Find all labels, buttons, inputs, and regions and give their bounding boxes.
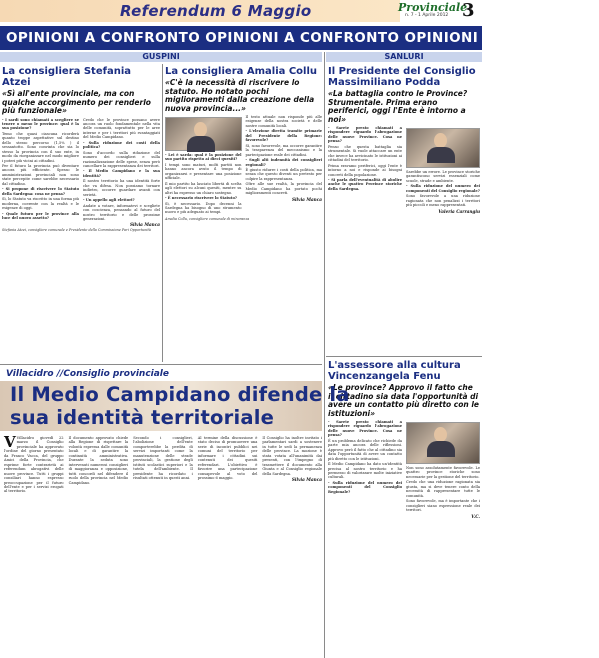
row-divider: [326, 356, 482, 357]
article-paragraph: - I sardi sono chiamati a scegliere se tenere o meno le province: qual è la sua posizione?: [2, 117, 79, 131]
article-subtitle: «La battaglia contro le Province? Strumentale. Prima erano periferici, oggi l'Ente è intorno a noi»: [328, 89, 468, 124]
article-paragraph: - Un appello agli elettori?: [83, 198, 135, 203]
article-column: [406, 126, 480, 214]
article-atzei: [2, 66, 160, 362]
article-paragraph: Non sono assolutamente favorevole. Le quattro province storiche sono necessarie per la gestione del territorio.: [406, 466, 480, 479]
article-paragraph: Il nostro territorio ha una identità forte che va difesa. Non possiamo tornare indietro, occorre guardare avanti con serietà.: [83, 179, 160, 197]
article-title: L'assessore alla cultura Vincenzangela Fenu: [328, 360, 461, 382]
article-title: Il Presidente del Consiglio Massimiliano Podda: [328, 66, 476, 88]
article-column: [328, 420, 402, 519]
issue-info: n. 7 - 1 Aprile 2012: [405, 13, 449, 18]
article-paragraph: I tempi sono maturi, molti partiti non hanno ancora avuto il tempo di organizzarsi e presentare una posizione ufficiale.: [165, 162, 242, 181]
article-title: La consigliera Stefania Atzei: [2, 66, 132, 88]
article-kicker: Villacidro //Consiglio provinciale: [6, 369, 169, 379]
article-paragraph: - Si parla dell'eventualità di abolire anche le quattro Province storiche della Sardegna.: [328, 177, 402, 191]
article-paragraph: - Si propone di riscrivere lo Statuto della Sardegna: cosa ne pensa?: [2, 187, 79, 196]
article-paragraph: - Sulla riduzione del numero dei componenti del Consiglio Regionale?: [328, 480, 402, 494]
article-paragraph: È un problema delicato che richiede da parte mia ancora delle riflessioni. Approvo però il fatto che al cittadino sia data l'opportunità di avere un contatto più diretto con le istituzioni.: [328, 438, 402, 461]
row-divider: [0, 364, 322, 365]
article-title: La consigliera Amalia Collu: [165, 66, 318, 77]
article-paragraph: Penso che questa battaglia sia strumentale. Si vuole attaccare un ente che invece ha avvicinato le istituzioni ai cittadini del territorio.: [328, 144, 402, 163]
article-paragraph: - Il Medio Campidano e la sua identità?: [83, 169, 160, 178]
article-paragraph: - Sarete presto chiamati a rispondere riguardo l'abrogazione delle nuove Province. Cosa ne pensa?: [328, 126, 402, 144]
article-subtitle: «C'è la necessità di riscrivere lo statuto. Ho notato pochi miglioramenti dalla creazione della nuova provincia...»: [165, 78, 315, 113]
article-paragraph: Per il futuro la provincia può diventare ancora più efficiente. Spesso le amministrazioni provinciali non sono state percepite come sarebbe necessario dal cittadino.: [2, 164, 79, 186]
column-divider: [324, 52, 325, 658]
headline-line-1: Il Medio Campidano difende la: [10, 383, 350, 406]
article-paragraph: Sono d'accordo sulla riduzione del numero dei consiglieri e sulla razionalizzazione delle spese, senza però cancellare la rappresentanza dei territori.: [83, 150, 160, 169]
article-paragraph: - L'elezione diretta tramite primarie del Presidente della Regione: favorevole?: [245, 129, 322, 143]
article-column: Il documento approvato chiede alla Regione di rispettare la volontà espressa dalle comunità locali e di garantire la continuità amministrativa. Durante la seduta sono intervenuti numerosi consiglieri di maggioranza e opposizione, tutti concordi nel difendere il ruolo della provincia nel Medio Campidano.: [68, 436, 129, 485]
page-number: 3: [462, 0, 475, 21]
article-paragraph: Il testo attuale non risponde più alle esigenze della nostra società e delle nostre comunità locali.: [245, 115, 322, 128]
article-fenu: [328, 360, 480, 656]
photo-caption: Stefania Atzei, consigliere comunale e Presidente della Commissione Pari Opportunità: [2, 228, 151, 233]
article-signature: Silvia Manca: [291, 477, 322, 483]
article-paragraph: Sì, sono favorevole, ma occorre garantire la trasparenza del meccanismo e la partecipazione reale dei cittadini.: [245, 143, 322, 157]
article-collu: [165, 66, 322, 362]
article-signature: Valeria Carrangiu: [438, 208, 480, 214]
article-paragraph: - Sulla riduzione del numero dei componenti del Consiglio regionale?: [406, 184, 480, 193]
page-header: [0, 0, 482, 24]
article-paragraph: - Lei è sarda: qual è la posizione del suo partito rispetto ai dieci quesiti?: [165, 153, 242, 162]
section-banner: [0, 26, 599, 50]
article-paragraph: Sono favorevole, ma è importante che i consiglieri siano espressione reale dei territori.: [406, 499, 480, 513]
header-title: Referendum 6 Maggio: [120, 2, 312, 20]
article-paragraph: Oltre alle sue realtà, la provincia del Medio Campidano ha portato pochi miglioramenti concreti.: [245, 182, 322, 196]
article-signature: V.C.: [471, 513, 480, 519]
portrait-photo: [165, 117, 242, 151]
column-divider: [162, 64, 163, 362]
article-paragraph: Credo che le province possano avere ancora un ruolo fondamentale nella vita delle comunità, soprattutto per le aree interne e per i territori più svantaggiati del Medio Campidano.: [83, 117, 160, 140]
photo-caption: Amalia Collu, consigliere comunale di minoranza: [165, 216, 250, 221]
article-column: [83, 118, 160, 228]
article-villacidro: [4, 433, 322, 656]
portrait-photo: [406, 128, 480, 168]
article-column: [2, 118, 79, 228]
article-column: [165, 115, 242, 216]
article-paragraph: - Quale futuro per le province alla luce del nuovo assetto?: [2, 211, 79, 221]
section-label-sanluri: SANLURI: [326, 52, 482, 62]
article-paragraph: Prima eravamo periferici, oggi l'ente è intorno a noi e risponde ai bisogni concreti della popolazione.: [328, 163, 402, 177]
article-paragraph: Il Medio Campidano ha dato un'identità precisa al nostro territorio e ha permesso di valorizzare molte iniziative culturali.: [328, 462, 402, 480]
article-paragraph: Sono favorevole a una riduzione ragionata che non penalizzi i territori più piccoli e meno rappresentati.: [406, 194, 480, 208]
article-column: Secondo i consiglieri, l'abolizione dell'ente comporterebbe la perdita di servizi importanti come la manutenzione delle strade provinciali, la gestione degli istituti scolastici superiori e la tutela dell'ambiente. Il presidente ha ricordato i risultati ottenuti in questi anni.: [133, 436, 193, 481]
article-subtitle: «Le province? Approvo il fatto che il cittadino sia data l'opportunità di avere un contatto più diretto con le istituzioni»: [328, 383, 479, 418]
article-signature: Silvia Manca: [129, 222, 160, 228]
article-paragraph: Sì, è necessario. Dopo decenni la Sardegna ha bisogno di uno strumento nuovo e più adeguato ai tempi.: [165, 201, 242, 215]
article-column: [328, 126, 402, 214]
article-paragraph: Il mio partito ha lasciato libertà di scelta agli elettori su alcuni quesiti, mentre su altri ha espresso un chiaro sostegno.: [165, 181, 242, 195]
article-paragraph: Andate a votare, informatevi e scegliete con coscienza, pensando al futuro del nostro territorio e delle prossime generazioni.: [83, 203, 160, 222]
article-headline-band: [0, 381, 350, 431]
article-signature: Silvia Manca: [291, 196, 322, 202]
portrait-photo: [406, 422, 480, 464]
article-column: Il Consiglio ha inoltre invitato i parlamentari sardi a sostenere in tutte le sedi la permanenza delle province. La mozione è stata votata all'unanimità dai presenti, con l'impegno di trasmettere il documento alla Giunta e al Consiglio regionale della Sardegna. Silvia Manca: [262, 436, 322, 483]
article-paragraph: - Sugli alti indennità dei consiglieri regionali?: [245, 158, 322, 167]
article-podda: [328, 66, 480, 354]
headline-line-2: sua identità territoriale: [10, 406, 275, 429]
newspaper-logo: Provinciale: [398, 1, 468, 14]
article-column: V Villacidro giovedì 22 marzo il Consiglio provinciale ha approvato l'ordine del giorno presentato da Franco Vacca, del gruppo Amici della Provincia, che esprime forte contrarietà ai referendum abrogativi delle nuove province. Tutti i gruppi consiliari hanno espresso preoccupazione per il futuro dell'ente e per i servizi erogati al territorio.: [4, 433, 64, 494]
article-column: [246, 115, 323, 216]
article-paragraph: Temo che quasi ciascuna ricorderà quanto troppe aspettative sul destino dello stesso percorso (1,5% ) il sessantotto. Sono convinta che sia lo stesso la provincia con il suo ente, in modo da riorganizzare nel modo migliore i poteri più vicini ai cittadini.: [2, 131, 79, 163]
banner-text: OPINIONI A CONFRONTO OPINIONI A CONFRONTO OPINIONI A CONFRONTO: [6, 30, 599, 46]
article-subtitle: «Sì all'ente provinciale, ma con qualche accorgimento per renderlo più funzionale»: [2, 89, 151, 115]
article-paragraph: - È necessario riscrivere lo Statuto?: [165, 196, 237, 201]
article-paragraph: È giusto ridurre i costi della politica, ma senza che questo diventi un pretesto per colpire la rappresentanza.: [245, 167, 322, 181]
article-paragraph: - Sulla riduzione dei costi della politica?: [83, 140, 160, 150]
section-label-guspini: GUSPINI: [0, 52, 322, 62]
article-column: Al termine della discussione è stato deciso di promuovere una serie di incontri pubblici nei comuni del territorio per informare i cittadini sui contenuti dei quesiti referendari. L'obiettivo è favorire una partecipazione consapevole al voto del prossimo 6 maggio.: [197, 436, 258, 481]
article-paragraph: Credo che una riduzione ragionata sia giusta, ma si deve tenere conto della necessità di rappresentare tutte le comunità.: [406, 480, 480, 498]
article-paragraph: - Sarete presto chiamati a rispondere riguardo l'abrogazione delle nuove Province. Cosa ne pensa?: [328, 420, 402, 438]
article-paragraph: Sarebbe un errore. Le province storiche garantiscono servizi essenziali come scuole, strade e ambiente.: [406, 170, 480, 183]
article-column: [406, 420, 480, 519]
article-paragraph: Sì, lo Statuto va riscritto in una forma più moderna, coerente con la realtà e le esigenze di oggi.: [2, 197, 79, 211]
